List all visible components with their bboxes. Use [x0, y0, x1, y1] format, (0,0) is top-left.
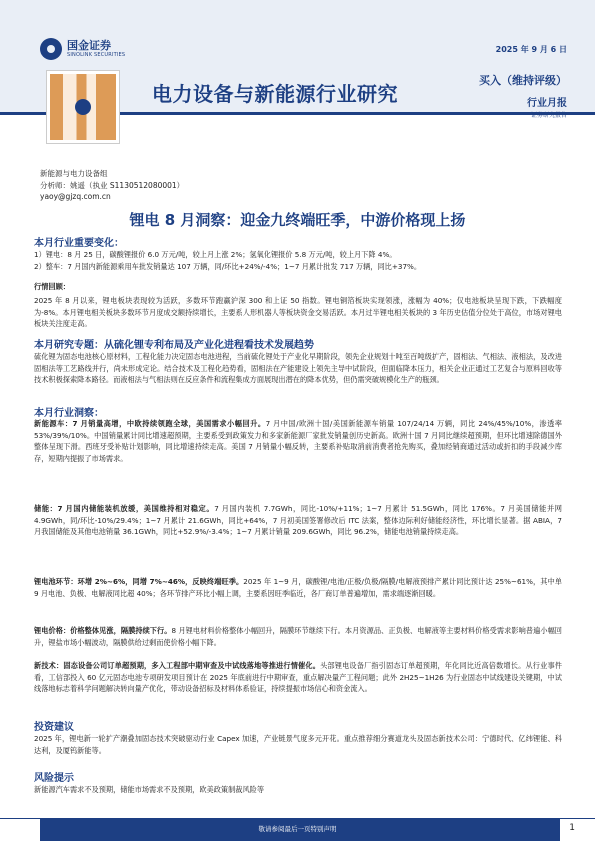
report-kind: 证券研究报告 — [530, 112, 567, 119]
section-changes-line2: 2）整车：7 月国内新能源乘用车批发销量达 107 万辆，同/环比+24%/-4%；1~7 月累计批发 717 万辆，同比+37%。 — [34, 262, 422, 271]
section-market-text: 2025 年 8 月以来，锂电板块表现较为活跃，多数环节跑赢沪深 300 和上证 50 指数。锂电铜箔板块实现领涨，涨幅为 40%；仅电池板块呈现下跌，下跌幅度为-8%。本月锂电相关板块多数环节月度成交额持续增长，主要系人形机器人等板块资金交易活跃。本月过半锂电相关板块的 3 年历史估值分位处于高位，市场对锂电板块关注度走高。 — [34, 296, 562, 328]
insight-storage-keyword: 储能：7 月国内储能装机放缓，美国维持相对稳定。 — [34, 504, 215, 513]
insight-tech-text: 头部锂电设备厂指引固态订单超预期，年化同比近高倍数增长。从行业事件看，工信部投入 60 亿元固态电池专项研发项目预计在 2025 年底前进行中期审查，重点解决量产工程问题；此外 2H25~1H26 为行业固态中试线建设关键期，中试线落地标志着科学问题解决转向量产优化，带动设备招标及材料体系验证，持续提振市场信心和资金流入。 — [34, 661, 562, 693]
insight-ev-paragraph — [34, 418, 562, 464]
logo-cn: 国金证券 — [67, 38, 111, 52]
section-risk-title: 风险提示 — [34, 773, 74, 784]
author-group: 新能源与电力设备组 — [40, 169, 108, 178]
qr-center-logo-icon — [75, 99, 91, 115]
insight-price-paragraph — [34, 625, 562, 648]
insight-battery-text: 2025 年 1~9 月，碳酸锂/电池/正极/负极/隔膜/电解液预排产累计同比预计达 25%~61%，其中单 9 月电池、负极、电解液同比超 40%；各环节排产环比小幅上调，主要系因旺季临近，各厂商订单普遍增加，需求端逐渐回暖。 — [34, 577, 562, 598]
insight-ev-keyword: 新能源车：7 月销量高增，中欧持续领跑全球，美国需求小幅回升。 — [34, 419, 266, 428]
report-title: 电力设备与新能源行业研究 — [152, 82, 398, 106]
qr-code-icon — [46, 70, 120, 144]
insight-price-text: 8 月锂电材料价格整体小幅回升，隔膜环节继续下行。本月资源品、正负极、电解液等主要材料价格受需求影响普遍小幅回升，锂盐市场小幅波动，隔膜供给过剩而使价格小幅下降。 — [34, 626, 562, 647]
insight-battery-keyword: 锂电池环节：环增 2%~6%，同增 7%~46%，反映终端旺季。 — [34, 577, 244, 586]
section-insight-title: 本月行业洞察： — [34, 408, 104, 419]
section-topic-title: 本月研究专题：从硫化锂专利布局及产业化进程看技术发展趋势 — [34, 340, 314, 351]
insight-ev-text: 7 月中国/欧洲十国/美国新能源车销量 107/24/14 万辆，同比 24%/45%/10%，渗透率 53%/39%/10%。中国销量累计同比增速超预期，主要系受到政策发力和多家新能源厂家批发销量创历史新高。欧洲十国 7 月同比继续超预期，但环比增速除德国外整体呈现下滑。西班牙受补贴计划影响，同比增速持续走高。美国 7 月销量小幅反转，主要系补贴取消前消费者抢先购买，叠加经销商通过活动或折扣的手段减少库存，短期内提振了市场需求。 — [34, 419, 562, 463]
report-rating: 买入（维持评级） — [479, 74, 567, 87]
logo-en: SINOLINK SECURITIES — [67, 51, 126, 58]
footer-disclaimer[interactable]: 敬请参阅最后一页特别声明 — [258, 825, 337, 833]
insight-storage-text: 7 月国内装机 7.7GWh，同比-10%/+11%；1~7 月累计 51.5GWh，同比 176%。7 月美国储能并网 4.9GWh，同/环比-10%/29.4%；1~7 月累计 21.6GWh，同比+64%，7 月初美国签署修改后 ITC 法案，整体边际利好储能经济性，环比增长显著。据 ABIA，7 月我国储能及其他电池销量 36.1GWh，同比+52.9%/-3.4%；1~7 月累计销量 209.6GWh，同比 96.2%，储能电池销量持续走高。 — [34, 504, 562, 536]
insight-tech-keyword: 新技术：固态设备公司订单超预期，多入工程部中期审查及中试线落地等推进行情催化。 — [34, 661, 321, 670]
insight-storage-paragraph — [34, 503, 562, 538]
report-type: 行业月报 — [527, 98, 567, 109]
page-number: 1 — [569, 823, 575, 833]
logo — [40, 38, 125, 60]
insight-price-keyword: 锂电价格：价格整体见涨，隔膜持续下行。 — [34, 626, 172, 635]
report-date: 2025 年 9 月 6 日 — [495, 45, 567, 54]
logo-text — [67, 40, 125, 59]
section-market-title: 行情回顾： — [34, 282, 70, 291]
headline: 锂电 8 月洞察：迎金九终端旺季，中游价格现上扬 — [129, 211, 466, 229]
insight-battery-paragraph — [34, 576, 562, 599]
author-email[interactable]: yaoy@gjzq.com.cn — [40, 192, 111, 201]
section-advice-text: 2025 年，锂电新一轮扩产潮叠加固态技术突破驱动行业 Capex 加速，产业链景气度多元开花。重点推荐细分赛道龙头及固态新技术公司：宁德时代、亿纬锂能、科达利，及厦钨新能等。 — [34, 734, 562, 755]
section-changes-title: 本月行业重要变化： — [34, 238, 124, 249]
author-analyst: 分析师：姚遥（执业 S1130512080001） — [40, 180, 185, 190]
insight-tech-paragraph — [34, 660, 562, 695]
section-topic-text: 硫化锂为固态电池核心原材料，工程化能力决定固态电池进程，当前硫化锂处于产业化早期阶段，领先企业规划十吨至百吨级扩产，固相法、气相法、液相法，及改进固相法等工艺路线并行，尚未形成定论。结合技术及工程化趋势看，固相法在产能建设上领先主导中试阶段，但面临降本压力，相关企业正通过工艺复合与原料回收等技术积极探索降本路径。而液相法与气相法则在反应条件和流程集成方面展现出潜在的降本优势，但仍需突破规模化生产的瓶颈。 — [34, 352, 562, 384]
logo-mark-icon — [40, 38, 62, 60]
section-changes-line1: 1）锂电：8 月 25 日，碳酸锂报价 6.0 万元/吨，较上月上涨 2%；氢氧化锂报价 5.8 万元/吨，较上月下降 4%。 — [34, 250, 397, 259]
section-advice-title: 投资建议 — [34, 722, 74, 733]
section-risk-text: 新能源汽车需求不及预期，储能市场需求不及预期，欧美政策制裁风险等 — [34, 785, 265, 794]
author-block — [40, 168, 184, 203]
